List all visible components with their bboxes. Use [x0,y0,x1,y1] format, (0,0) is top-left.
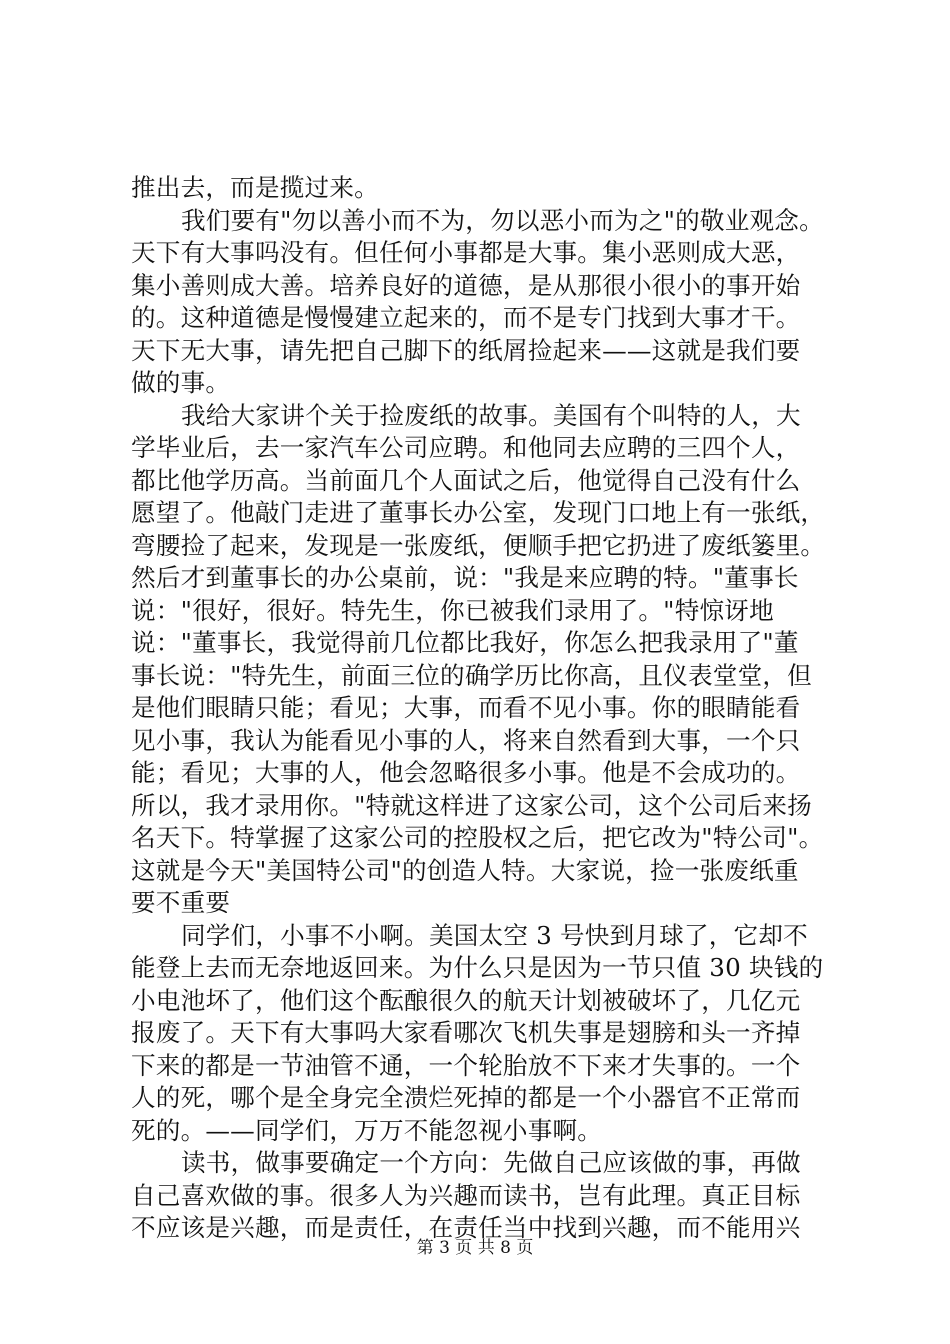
text-line: 的。这种道德是慢慢建立起来的，而不是专门找到大事才干。 [131,303,801,332]
text-line: 小电池坏了，他们这个酝酿很久的航天计划被破坏了，几亿元 [131,985,801,1015]
text-line: 说："很好，很好。特先生，你已被我们录用了。"特惊讶地 [131,595,774,625]
text-line: 然后才到董事长的办公桌前，说："我是来应聘的特。"董事长 [131,563,799,592]
text-line: 天下有大事吗没有。但任何小事都是大事。集小恶则成大恶， [131,238,801,267]
text-line: 读书，做事要确定一个方向：先做自己应该做的事，再做 [181,1148,801,1177]
text-line: 见小事，我认为能看见小事的人，将来自然看到大事，一个只 [131,725,801,755]
text-line: 报废了。天下有大事吗大家看哪次飞机失事是翅膀和头一齐掉 [131,1018,801,1047]
text-line: 所以，我才录用你。"特就这样进了这家公司，这个公司后来扬 [131,790,812,820]
text-line: 自己喜欢做的事。很多人为兴趣而读书，岂有此理。真正目标 [131,1180,801,1210]
text-line: 能；看见；大事的人，他会忽略很多小事。他是不会成功的。 [131,758,801,787]
text-line: 这就是今天"美国特公司"的创造人特。大家说，捡一张废纸重 [131,855,799,885]
page-footer: 第 3 页 共 8 页 [416,1238,534,1258]
body-text [131,172,831,1245]
text-line: 学毕业后，去一家汽车公司应聘。和他同去应聘的三四个人， [131,433,801,462]
text-line: 死的。——同学们，万万不能忽视小事啊。 [131,1115,603,1145]
text-line: 推出去，而是揽过来。 [131,173,379,202]
text-line: 名天下。特掌握了这家公司的控股权之后，把它改为"特公司"。 [131,823,824,852]
text-line: 人的死，哪个是全身完全溃烂死掉的都是一个小器官不正常而 [131,1083,801,1112]
text-line: 弯腰捡了起来，发现是一张废纸，便顺手把它扔进了废纸篓里。 [131,530,826,560]
text-line: 要不重要 [131,888,231,917]
text-line: 能登上去而无奈地返回来。为什么只是因为一节只值 30 块钱的 [131,953,824,982]
text-line: 愿望了。他敲门走进了董事长办公室，发现门口地上有一张纸， [131,498,826,527]
text-line: 是他们眼睛只能；看见；大事，而看不见小事。你的眼睛能看 [131,693,801,722]
text-line: 说："董事长，我觉得前几位都比我好，你怎么把我录用了"董 [131,628,799,657]
text-line: 下来的都是一节油管不通，一个轮胎放不下来才失事的。一个 [131,1050,801,1080]
text-line: 我给大家讲个关于捡废纸的故事。美国有个叫特的人，大 [181,400,801,430]
text-line: 集小善则成大善。培养良好的道德，是从那很小很小的事开始 [131,270,801,300]
text-line: 我们要有"勿以善小而不为，勿以恶小而为之"的敬业观念。 [181,205,824,235]
text-line: 都比他学历高。当前面几个人面试之后，他觉得自己没有什么 [131,465,801,495]
text-line: 事长说："特先生，前面三位的确学历比你高，且仪表堂堂，但 [131,660,812,690]
text-line: 天下无大事，请先把自己脚下的纸屑捡起来——这就是我们要 [131,335,801,365]
text-line: 同学们，小事不小啊。美国太空 3 号快到月球了，它却不 [181,920,808,950]
text-line: 做的事。 [131,368,231,397]
text-line: 不应该是兴趣，而是责任，在责任当中找到兴趣，而不能用兴 [131,1213,801,1242]
